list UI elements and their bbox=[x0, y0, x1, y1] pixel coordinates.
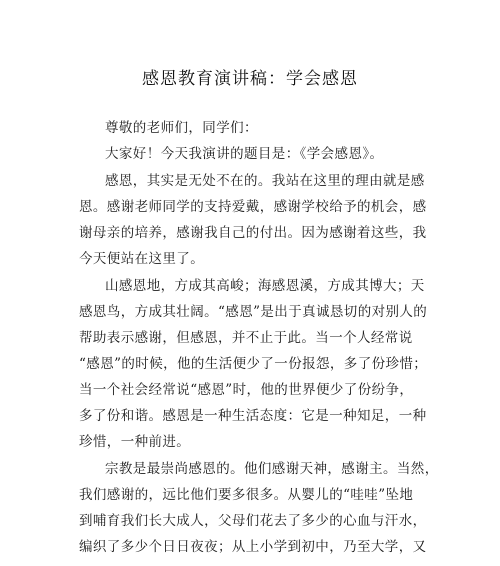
paragraph-line: 感恩鸟，方成其壮阔。“感恩”是出于真诚恳切的对别人的 bbox=[79, 304, 428, 320]
paragraph-line: 感恩，其实是无处不在的。我站在这里的理由就是感 bbox=[105, 173, 425, 189]
paragraph-line: 恩。感谢老师同学的支持爱戴，感谢学校给予的机会，感 bbox=[79, 199, 427, 215]
paragraph-line: 山感恩地，方成其高峻；海感恩溪，方成其博大；天 bbox=[105, 278, 425, 294]
document-title: 感恩教育演讲稿：学会感恩 bbox=[142, 69, 358, 89]
paragraph-line: 宗教是最崇尚感恩的。他们感谢天神，感谢主。当然， bbox=[105, 461, 439, 477]
paragraph-line: 多了份和谐。感恩是一种生活态度：它是一种知足，一种 bbox=[79, 408, 427, 424]
paragraph-line: 谢母亲的培养，感谢我自己的付出。因为感谢着这些，我 bbox=[79, 225, 427, 241]
paragraph-line: 帮助表示感谢，但感恩，并不止于此。当一个人经常说 bbox=[79, 330, 413, 346]
paragraph-line: 我们感谢的，远比他们要多很多。从婴儿的“哇哇”坠地 bbox=[79, 487, 414, 503]
paragraph-line: 珍惜，一种前进。 bbox=[79, 434, 191, 450]
paragraph-line: “感恩”的时候，他的生活便少了一份报怨，多了份珍惜； bbox=[79, 356, 428, 372]
paragraph-line: 编织了多少个日日夜夜；从上小学到初中，乃至大学，又 bbox=[79, 539, 427, 555]
paragraph-line: 今天便站在这里了。 bbox=[79, 251, 205, 267]
paragraph-line: 当一个社会经常说“感恩”时，他的世界便少了份纷争， bbox=[79, 382, 414, 398]
paragraph-line-salutation: 尊敬的老师们，同学们： bbox=[105, 120, 258, 136]
paragraph-line-greeting: 大家好！今天我演讲的题目是：《学会感恩》。 bbox=[105, 146, 384, 162]
paragraph-line: 到哺育我们长大成人，父母们花去了多少的心血与汗水， bbox=[79, 513, 427, 529]
